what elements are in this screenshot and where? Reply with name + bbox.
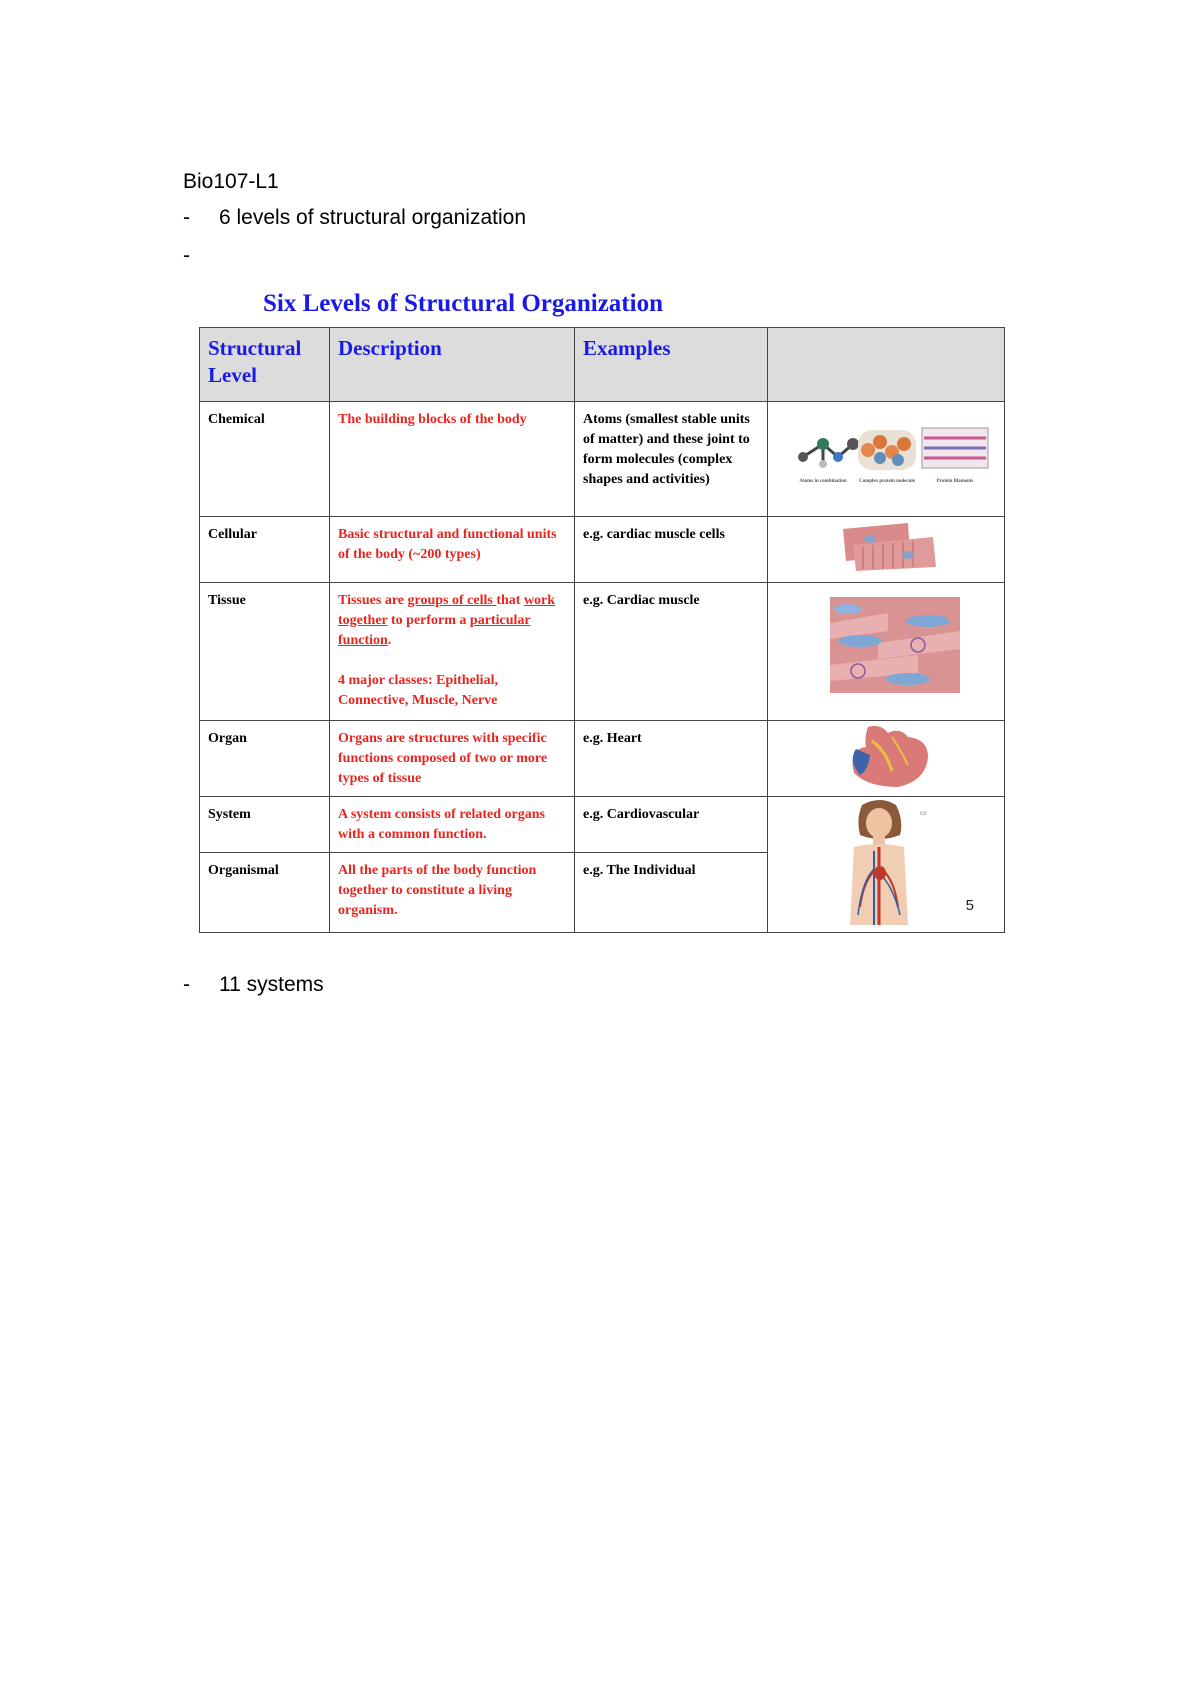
slide-title: Six Levels of Structural Organization: [263, 290, 663, 317]
bullet-item: [183, 206, 526, 230]
desc-text: Tissues are: [338, 593, 408, 608]
protein-filaments-illustration: [922, 428, 988, 468]
table-row: [200, 402, 1005, 517]
table-row: [200, 797, 1005, 853]
slide-number: 5: [965, 897, 974, 914]
desc-text: that: [496, 593, 524, 608]
description-cell: The building blocks of the body: [330, 402, 575, 517]
description-cell: Organs are structures with specific functions composed of two or more types of tissue: [330, 721, 575, 797]
protein-caption: Complex protein molecule: [858, 479, 916, 484]
example-cell: Atoms (smallest stable units of matter) and these joint to form molecules (complex shapes and activities): [575, 402, 768, 517]
figure-label-mark: ▭: [920, 809, 927, 817]
desc-underlined: particular function: [338, 613, 531, 648]
organ-image-cell: [768, 721, 1005, 797]
header-images: [768, 328, 1005, 402]
bullet-dash: -: [183, 244, 190, 267]
tissue-classes: 4 major classes: Epithelial, Connective, Muscle, Nerve: [338, 673, 498, 708]
level-cell: Organ: [200, 721, 330, 797]
chemical-image-cell: [768, 402, 1005, 517]
example-cell: e.g. Heart: [575, 721, 768, 797]
atoms-illustration: [798, 438, 859, 468]
page-title: Bio107-L1: [183, 170, 279, 193]
table-header-row: [200, 328, 1005, 402]
bullet-item: [183, 973, 324, 997]
cellular-image-cell: [768, 517, 1005, 583]
desc-text: .: [387, 633, 392, 648]
table-row: [200, 583, 1005, 721]
cardiac-muscle-illustration: [768, 583, 1004, 713]
level-cell: Organismal: [200, 852, 330, 932]
level-cell: Chemical: [200, 402, 330, 517]
bullet-text: 11 systems: [219, 973, 324, 996]
header-structural-level: Structural Level: [200, 328, 330, 402]
table-row: [200, 721, 1005, 797]
description-cell: [330, 583, 575, 721]
cardiac-cells-illustration: [768, 517, 1004, 575]
levels-table: [199, 327, 1005, 933]
level-cell: System: [200, 797, 330, 853]
example-cell: e.g. cardiac muscle cells: [575, 517, 768, 583]
bullet-dash: -: [183, 206, 190, 229]
tissue-image-cell: [768, 583, 1005, 721]
description-cell: A system consists of related organs with a common function.: [330, 797, 575, 853]
chemical-illustration: [768, 402, 1004, 509]
description-cell: Basic structural and functional units of the body (~200 types): [330, 517, 575, 583]
level-cell: Tissue: [200, 583, 330, 721]
header-description: Description: [330, 328, 575, 402]
atoms-caption: Atoms in combination: [799, 479, 847, 484]
example-cell: e.g. The Individual: [575, 852, 768, 932]
desc-underlined: groups of cells: [407, 593, 497, 608]
header-examples: Examples: [575, 328, 768, 402]
bullet-item: [183, 244, 219, 268]
bullet-dash: -: [183, 973, 190, 996]
system-image-cell: [768, 797, 1005, 933]
description-cell: All the parts of the body function together to constitute a living organism.: [330, 852, 575, 932]
desc-text: to perform a: [387, 613, 470, 628]
table-row: [200, 517, 1005, 583]
example-cell: e.g. Cardiac muscle: [575, 583, 768, 721]
filaments-caption: Protein filaments: [936, 479, 974, 484]
example-cell: e.g. Cardiovascular: [575, 797, 768, 853]
protein-molecule-illustration: [858, 430, 916, 470]
heart-illustration: [768, 721, 1004, 789]
bullet-text: 6 levels of structural organization: [219, 206, 526, 229]
level-cell: Cellular: [200, 517, 330, 583]
desc-underlined: work together: [338, 593, 556, 628]
